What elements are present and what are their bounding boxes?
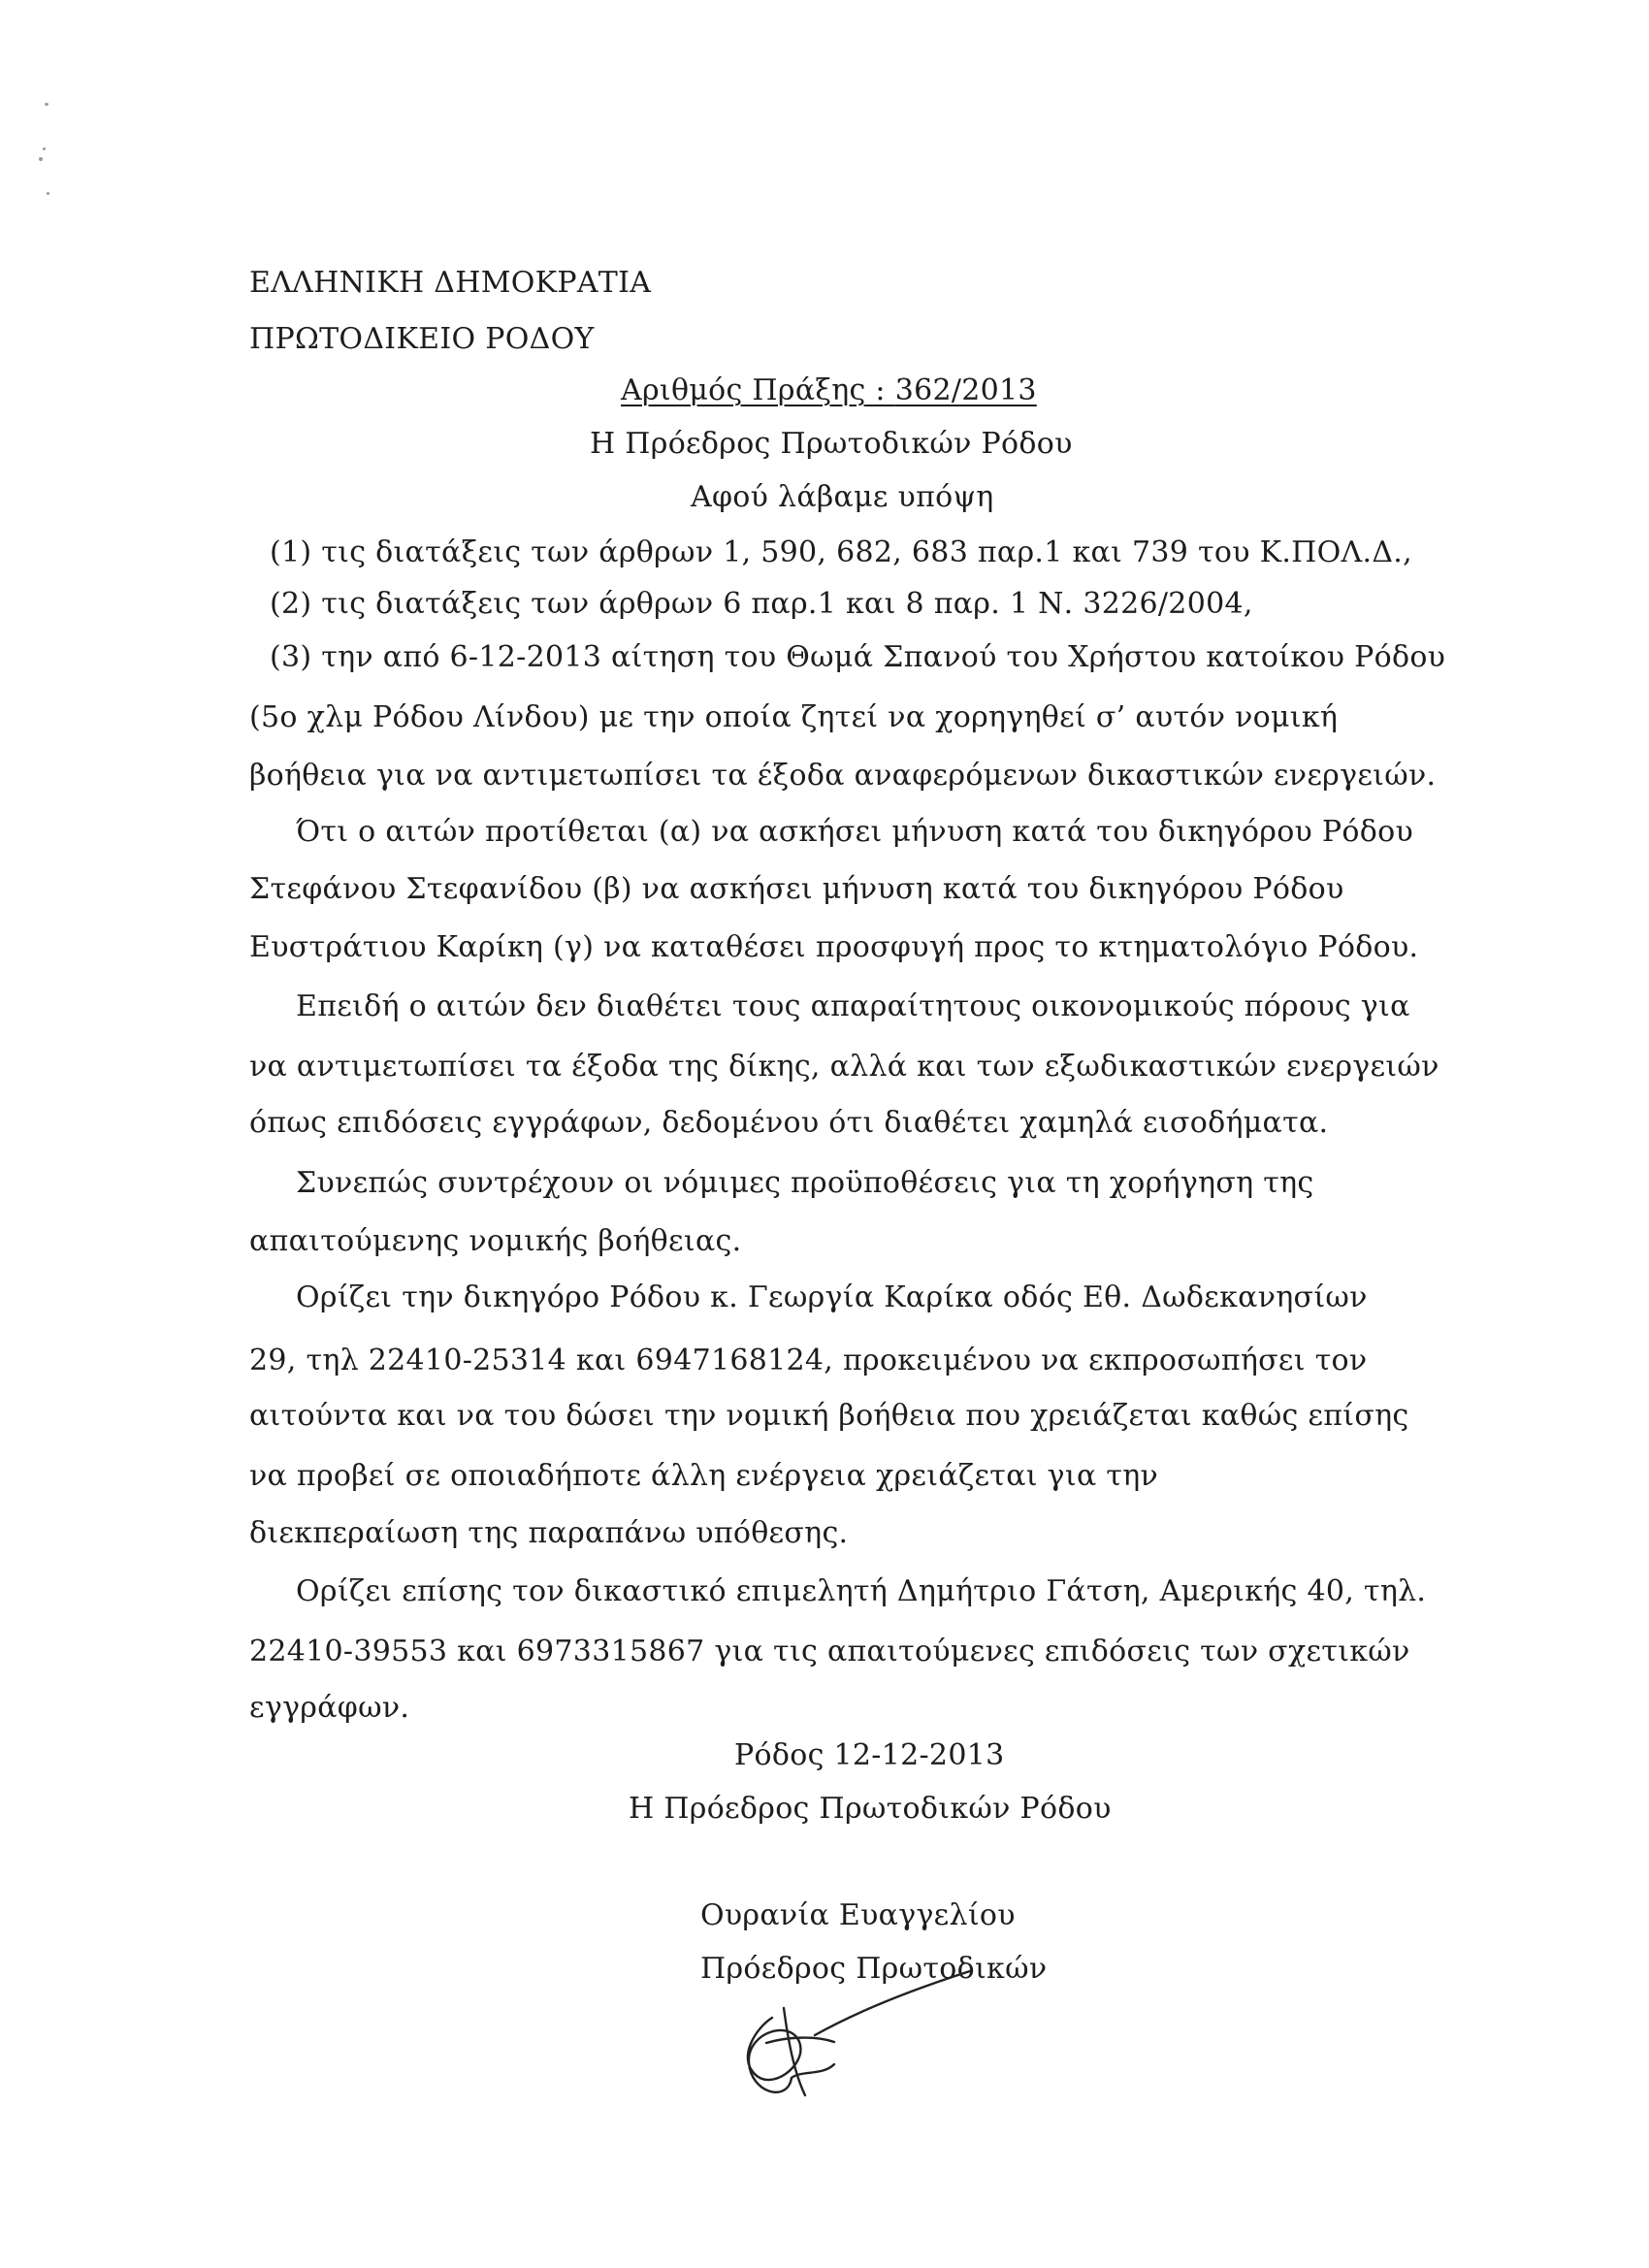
intent-line-2: Στεφάνου Στεφανίδου (β) να ασκήσει μήνυση κατά του δικηγόρου Ρόδου bbox=[249, 872, 1344, 906]
scan-speck bbox=[47, 192, 49, 195]
means-line-1: Επειδή ο αιτών δεν διαθέτει τους απαραίτητους οικονομικούς πόρους για bbox=[296, 989, 1410, 1023]
bailiff-line-3: εγγράφων. bbox=[249, 1691, 410, 1725]
act-separator: : bbox=[865, 373, 895, 407]
bailiff-line-1: Ορίζει επίσης τον δικαστικό επιμελητή Δημήτριο Γάτση, Αμερικής 40, τηλ. bbox=[296, 1574, 1427, 1608]
closing-president: Η Πρόεδρος Πρωτοδικών Ρόδου bbox=[629, 1792, 1112, 1826]
scan-speck bbox=[43, 147, 46, 150]
scan-speck bbox=[45, 103, 48, 106]
signer-title: Πρόεδρος Πρωτοδικών bbox=[700, 1952, 1048, 1986]
president-heading: Η Πρόεδρος Πρωτοδικών Ρόδου bbox=[590, 427, 1073, 461]
considering-heading: Αφού λάβαμε υπόψη bbox=[691, 480, 994, 514]
lawyer-line-5: διεκπεραίωση της παραπάνω υπόθεσης. bbox=[249, 1516, 849, 1550]
means-line-2: να αντιμετωπίσει τα έξοδα της δίκης, αλλά και των εξωδικαστικών ενεργειών bbox=[249, 1050, 1439, 1084]
lawyer-line-2: 29, τηλ 22410-25314 και 6947168124, προκειμένου να εκπροσωπήσει τον bbox=[249, 1344, 1368, 1377]
lawyer-line-1: Ορίζει την δικηγόρο Ρόδου κ. Γεωργία Καρίκα οδός Εθ. Δωδεκανησίων bbox=[296, 1280, 1368, 1314]
conditions-line-1: Συνεπώς συντρέχουν οι νόμιμες προϋποθέσεις για τη χορήγηση της bbox=[296, 1166, 1314, 1200]
signer-name: Ουρανία Ευαγγελίου bbox=[700, 1898, 1016, 1932]
consideration-3-line-3: βοήθεια για να αντιμετωπίσει τα έξοδα αναφερόμενων δικαστικών ενεργειών. bbox=[249, 759, 1437, 793]
lawyer-line-3: αιτούντα και να του δώσει την νομική βοήθεια που χρειάζεται καθώς επίσης bbox=[249, 1399, 1409, 1433]
act-number bbox=[621, 372, 1037, 410]
consideration-2: (2) τις διατάξεις των άρθρων 6 παρ.1 και 8 παρ. 1 Ν. 3226/2004, bbox=[270, 587, 1253, 621]
consideration-3-line-1: (3) την από 6-12-2013 αίτηση του Θωμά Σπανού του Χρήστου κατοίκου Ρόδου bbox=[270, 640, 1446, 674]
consideration-3-line-2: (5ο χλμ Ρόδου Λίνδου) με την οποία ζητεί να χορηγηθεί σ’ αυτόν νομική bbox=[249, 700, 1339, 734]
intent-line-1: Ότι ο αιτών προτίθεται (α) να ασκήσει μήνυση κατά του δικηγόρου Ρόδου bbox=[296, 815, 1414, 849]
place-date: Ρόδος 12-12-2013 bbox=[734, 1738, 1005, 1772]
header-country: ΕΛΛΗΝΙΚΗ ΔΗΜΟΚΡΑΤΙΑ bbox=[249, 266, 652, 300]
scan-speck bbox=[39, 157, 43, 161]
handwritten-signature bbox=[679, 1950, 999, 2115]
conditions-line-2: απαιτούμενης νομικής βοήθειας. bbox=[249, 1224, 742, 1258]
means-line-3: όπως επιδόσεις εγγράφων, δεδομένου ότι διαθέτει χαμηλά εισοδήματα. bbox=[249, 1106, 1329, 1140]
act-label: Αριθμός Πράξης bbox=[621, 373, 866, 407]
act-value: 362/2013 bbox=[894, 373, 1037, 407]
consideration-1: (1) τις διατάξεις των άρθρων 1, 590, 682, 683 παρ.1 και 739 του Κ.ΠΟΛ.Δ., bbox=[270, 535, 1412, 569]
bailiff-line-2: 22410-39553 και 6973315867 για τις απαιτούμενες επιδόσεις των σχετικών bbox=[249, 1635, 1410, 1669]
intent-line-3: Ευστράτιου Καρίκη (γ) να καταθέσει προσφυγή προς το κτηματολόγιο Ρόδου. bbox=[249, 930, 1419, 964]
lawyer-line-4: να προβεί σε οποιαδήποτε άλλη ενέργεια χρειάζεται για την bbox=[249, 1459, 1159, 1493]
header-court: ΠΡΩΤΟΔΙΚΕΙΟ ΡΟΔΟΥ bbox=[249, 322, 595, 356]
